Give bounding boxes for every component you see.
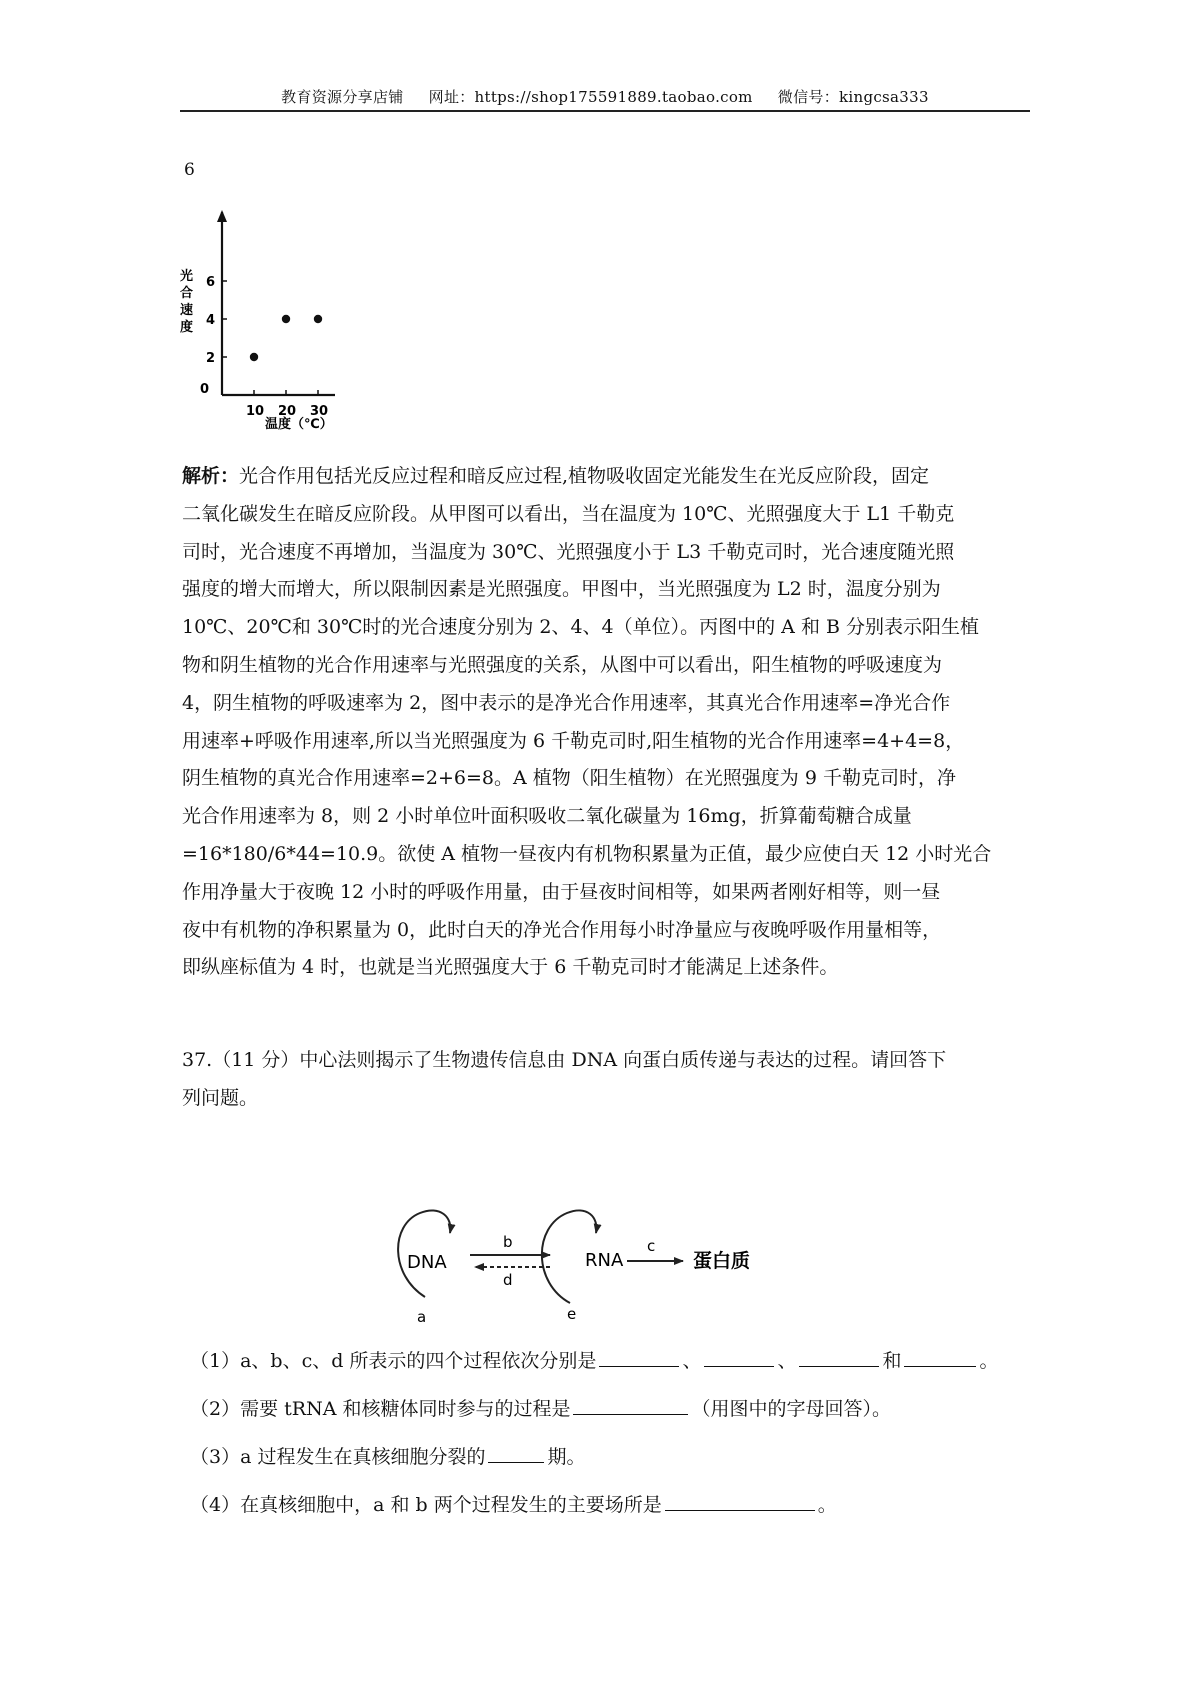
protein-label: 蛋白质 <box>693 1250 751 1272</box>
chart-points <box>250 315 322 361</box>
page-header <box>180 86 1030 107</box>
chart-data-point <box>314 315 322 323</box>
answer-blank[interactable] <box>799 1348 879 1367</box>
analysis-line: =16*180/6*44=10.9。欲使 A 植物一昼夜内有机物积累量为正值，最少应使白天 12 小时光合 <box>182 842 992 865</box>
chart-data-point <box>250 353 258 361</box>
answer-blank[interactable] <box>704 1348 774 1367</box>
chart-x-tick-label: 30 <box>310 404 329 419</box>
analysis-paragraph <box>182 458 1030 987</box>
answer-blank[interactable] <box>665 1492 815 1511</box>
process-e-label: e <box>567 1305 577 1323</box>
chart-y-ticks <box>206 275 227 366</box>
analysis-line: 即纵座标值为 4 时，也就是当光照强度大于 6 千勒克司时才能满足上述条件。 <box>182 956 839 979</box>
chart-y-tick-label: 6 <box>206 275 216 290</box>
process-c-label: c <box>647 1237 656 1255</box>
answer-blank[interactable] <box>904 1348 976 1367</box>
chart-x-tick-label: 0 <box>200 382 210 397</box>
question-37-line: 37.（11 分）中心法则揭示了生物遗传信息由 DNA 向蛋白质传递与表达的过程。请回答下 <box>182 1049 947 1071</box>
header-wechat: 微信号：kingcsa333 <box>777 88 929 106</box>
process-d-label: d <box>503 1271 513 1289</box>
analysis-line: 光合作用速率为 8，则 2 小时单位叶面积吸收二氧化碳量为 16mg，折算葡萄糖合成量 <box>182 805 912 828</box>
subquestion-2: （2）需要 tRNA 和核糖体同时参与的过程是 （用图中的字母回答）。 <box>190 1398 891 1420</box>
analysis-line: 夜中有机物的净积累量为 0，此时白天的净光合作用每小时净量应与夜晚呼吸作用量相等， <box>182 918 942 941</box>
subquestion-3: （3）a 过程发生在真核细胞分裂的 期。 <box>190 1446 586 1468</box>
process-a-label: a <box>417 1308 427 1325</box>
chart-x-tick-label: 20 <box>278 404 297 419</box>
chart-y-axis-arrow <box>217 210 227 222</box>
question-37-line: 列问题。 <box>182 1086 259 1109</box>
answer-blank[interactable] <box>573 1396 688 1415</box>
analysis-line-1: 解析：光合作用包括光反应过程和暗反应过程,植物吸收固定光能发生在光反应阶段，固定 <box>182 465 930 487</box>
process-b-label: b <box>503 1233 513 1251</box>
chart-x-tick-label: 10 <box>246 404 265 419</box>
question-37-stem <box>182 1042 1030 1118</box>
analysis-label: 解析： <box>182 465 240 487</box>
chart-y-tick-label: 2 <box>206 351 216 366</box>
analysis-line: 二氧化碳发生在暗反应阶段。从甲图可以看出，当在温度为 10℃、光照强度大于 L1 千勒克 <box>182 502 955 525</box>
chart-x-label: 温度（℃） <box>265 417 333 432</box>
analysis-line: 司时，光合速度不再增加，当温度为 30℃、光照强度小于 L3 千勒克司时，光合速度随光照 <box>182 540 955 563</box>
analysis-line: 用速率+呼吸作用速率,所以当光照强度为 6 千勒克司时,阳生植物的光合作用速率=4+4=8， <box>182 729 965 752</box>
subquestion-4: （4）在真核细胞中，a 和 b 两个过程发生的主要场所是 。 <box>190 1494 837 1516</box>
analysis-line: 10℃、20℃和 30℃时的光合速度分别为 2、4、4（单位）。丙图中的 A 和 B 分别表示阳生植 <box>182 616 979 639</box>
temperature-photosynthesis-chart <box>180 200 360 440</box>
answer-blank[interactable] <box>488 1444 544 1463</box>
chart-x-ticks <box>200 382 328 419</box>
chart-axes <box>217 210 335 395</box>
header-divider <box>180 110 1030 112</box>
analysis-line: 物和阴生植物的光合作用速率与光照强度的关系，从图中可以看出，阳生植物的呼吸速度为 <box>182 653 943 676</box>
central-dogma-diagram <box>395 1205 815 1325</box>
analysis-line: 4，阴生植物的呼吸速率为 2，图中表示的是净光合作用速率，其真光合作用速率=净光合作 <box>182 691 951 714</box>
header-shop-name: 教育资源分享店铺 <box>281 88 404 106</box>
dna-label: DNA <box>407 1252 447 1273</box>
chart-y-tick-label: 4 <box>206 313 216 328</box>
header-url[interactable]: 网址：https://shop175591889.taobao.com <box>428 88 753 106</box>
previous-question-number: 6 <box>184 160 195 180</box>
rna-label: RNA <box>585 1250 624 1271</box>
subquestion-1: （1）a、b、c、d 所表示的四个过程依次分别是 、 、 和 。 <box>190 1350 999 1372</box>
chart-y-label: 光合速度 <box>180 269 194 335</box>
answer-blank[interactable] <box>599 1348 679 1367</box>
analysis-line: 阴生植物的真光合作用速率=2+6=8。A 植物（阳生植物）在光照强度为 9 千勒克司时，净 <box>182 767 956 790</box>
analysis-line: 作用净量大于夜晚 12 小时的呼吸作用量，由于昼夜时间相等，如果两者刚好相等，则一昼 <box>182 880 941 903</box>
analysis-line: 强度的增大而增大，所以限制因素是光照强度。甲图中，当光照强度为 L2 时，温度分别为 <box>182 578 941 601</box>
chart-data-point <box>282 315 290 323</box>
